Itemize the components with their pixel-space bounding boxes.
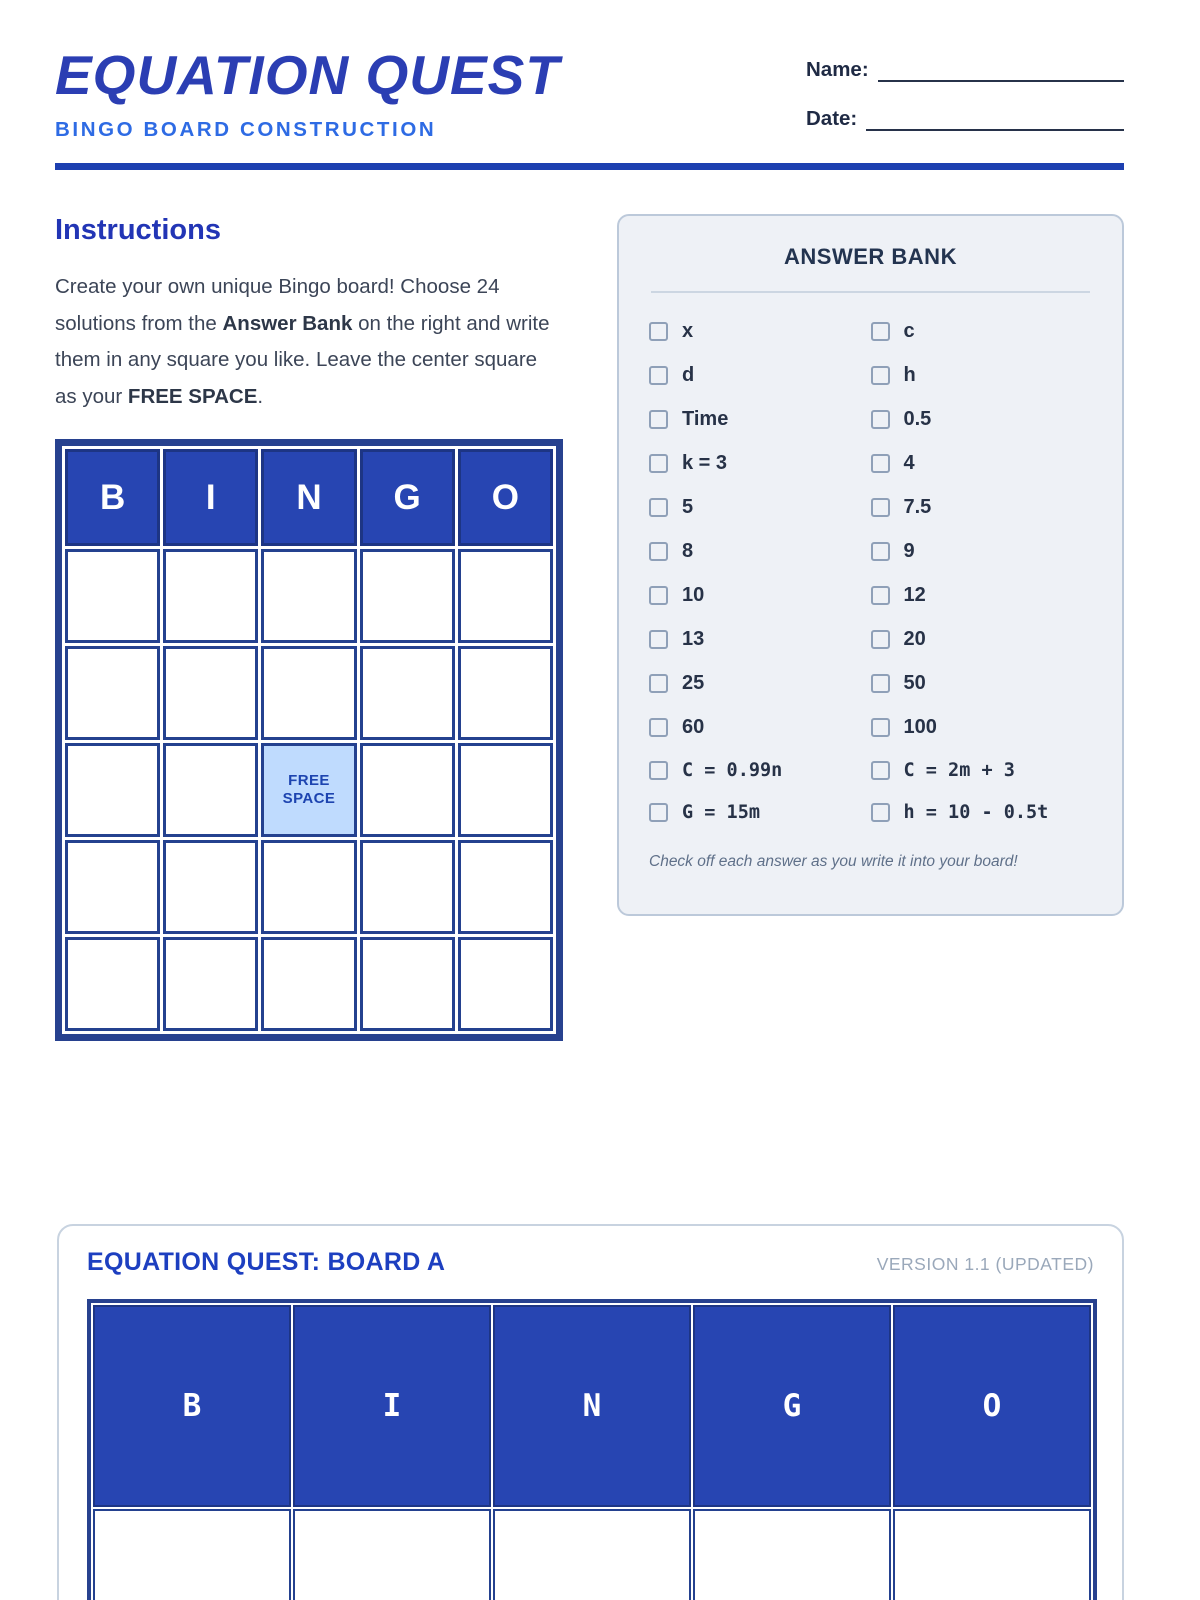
bingo-cell: [458, 840, 553, 934]
checkbox-icon[interactable]: [649, 718, 668, 737]
checkbox-icon[interactable]: [871, 586, 890, 605]
checkbox-icon[interactable]: [649, 674, 668, 693]
left-column: [55, 214, 563, 1041]
bingo-cell: [261, 937, 356, 1031]
answer-item: [649, 496, 871, 519]
checkbox-icon[interactable]: [871, 322, 890, 341]
answer-label: 9: [903, 540, 915, 562]
instructions-paragraph: [55, 269, 560, 415]
free-space-line1: FREE: [288, 772, 330, 789]
bingo-cell: [360, 937, 455, 1031]
checkbox-icon[interactable]: [649, 542, 668, 561]
bingo-cell: [65, 743, 160, 837]
bingo-cell: [261, 549, 356, 643]
board-a-row: [93, 1509, 1091, 1600]
answer-row: [649, 760, 1092, 781]
bingo-header-cell-o: O: [458, 449, 553, 546]
answer-label: G = 15m: [682, 802, 760, 823]
answer-item: [871, 672, 1093, 695]
board-a-cell: [293, 1509, 491, 1600]
bingo-row: [65, 646, 553, 740]
bingo-cell: [458, 937, 553, 1031]
bingo-cell: [360, 840, 455, 934]
checkbox-icon[interactable]: [871, 542, 890, 561]
checkbox-icon[interactable]: [871, 630, 890, 649]
bingo-row: [65, 743, 553, 837]
answer-label: 20: [903, 628, 926, 650]
checkbox-icon[interactable]: [871, 366, 890, 385]
answer-bank-divider: [651, 291, 1090, 293]
board-a-title: EQUATION QUEST: BOARD A: [87, 1248, 446, 1276]
answer-row: [649, 320, 1092, 343]
bingo-cell: [65, 549, 160, 643]
answer-item: [871, 452, 1093, 475]
answer-row: [649, 540, 1092, 563]
bingo-cell: [360, 646, 455, 740]
bingo-header-cell-g: G: [360, 449, 455, 546]
board-a-header-row: [93, 1305, 1091, 1507]
date-row: [806, 107, 1124, 131]
checkbox-icon[interactable]: [649, 498, 668, 517]
answer-label: 4: [903, 452, 915, 474]
bingo-cell: [65, 840, 160, 934]
instructions-text-1: Create your own unique Bingo board! Choose 24 solutions from the: [55, 275, 500, 335]
bingo-cell: [163, 549, 258, 643]
board-a-grid: [87, 1299, 1097, 1600]
answer-item: [871, 364, 1093, 387]
name-row: [806, 58, 1124, 82]
bingo-cell: [458, 743, 553, 837]
board-a-header-cell-g: G: [693, 1305, 891, 1507]
answer-label: 13: [682, 628, 705, 650]
answer-item: [649, 584, 871, 607]
date-line: [866, 110, 1124, 131]
answer-item: [649, 716, 871, 739]
checkbox-icon[interactable]: [871, 761, 890, 780]
answer-label: h: [903, 364, 916, 386]
board-a-cell: [893, 1509, 1091, 1600]
board-a-cell: [493, 1509, 691, 1600]
answer-item: [871, 408, 1093, 431]
answer-row: [649, 716, 1092, 739]
answer-item: [871, 716, 1093, 739]
answer-label: Time: [682, 408, 729, 430]
answer-label: 5: [682, 496, 694, 518]
checkbox-icon[interactable]: [871, 674, 890, 693]
answer-label: 0.5: [903, 408, 932, 430]
free-space-label: [264, 772, 353, 808]
bingo-cell: [163, 840, 258, 934]
answer-label: x: [682, 320, 694, 342]
bingo-header-cell-n: N: [261, 449, 356, 546]
bingo-board: [55, 439, 563, 1041]
bingo-cell: [65, 937, 160, 1031]
answer-label: 8: [682, 540, 694, 562]
answer-item: [649, 802, 871, 823]
answer-item: [649, 672, 871, 695]
answer-label: d: [682, 364, 695, 386]
answer-label: c: [903, 320, 915, 342]
checkbox-icon[interactable]: [871, 498, 890, 517]
checkbox-icon[interactable]: [871, 454, 890, 473]
answer-row: [649, 802, 1092, 823]
answer-label: 25: [682, 672, 705, 694]
answer-label: 50: [903, 672, 926, 694]
answer-item: [871, 802, 1093, 823]
bingo-cell: [360, 743, 455, 837]
bingo-cell: [458, 549, 553, 643]
free-space-line2: SPACE: [282, 790, 336, 807]
answer-item: [871, 320, 1093, 343]
answer-item: [871, 496, 1093, 519]
answer-item: [649, 452, 871, 475]
checkbox-icon[interactable]: [649, 454, 668, 473]
name-line: [878, 61, 1124, 82]
answer-item: [649, 364, 871, 387]
answer-item: [649, 760, 871, 781]
bingo-cell: [261, 646, 356, 740]
answer-row: [649, 408, 1092, 431]
checkbox-icon[interactable]: [649, 761, 668, 780]
board-a-cell: [93, 1509, 291, 1600]
board-a-cell: [693, 1509, 891, 1600]
instructions-bold-free-space: FREE SPACE: [127, 384, 258, 408]
bingo-cell: [163, 937, 258, 1031]
bingo-cell: [360, 549, 455, 643]
checkbox-icon[interactable]: [649, 366, 668, 385]
answer-label: 100: [903, 716, 937, 738]
bingo-cell: [163, 646, 258, 740]
checkbox-icon[interactable]: [871, 803, 890, 822]
answer-item: [871, 760, 1093, 781]
version-label: VERSION 1.1 (UPDATED): [876, 1254, 1094, 1274]
answer-label: k = 3: [682, 452, 728, 474]
bingo-row: [65, 840, 553, 934]
answer-row: [649, 364, 1092, 387]
header-divider: [55, 163, 1124, 170]
bingo-row: [65, 937, 553, 1031]
board-a-header-cell-i: I: [293, 1305, 491, 1507]
checkbox-icon[interactable]: [649, 586, 668, 605]
answer-label: h = 10 - 0.5t: [903, 802, 1049, 823]
answer-item: [649, 408, 871, 431]
answer-item: [871, 628, 1093, 651]
bingo-row: [65, 549, 553, 643]
title-block: [55, 44, 560, 142]
checkbox-icon[interactable]: [871, 410, 890, 429]
name-date-block: [806, 48, 1124, 131]
answer-label: C = 2m + 3: [903, 760, 1015, 781]
answer-label: 12: [903, 584, 926, 606]
checkbox-icon[interactable]: [871, 718, 890, 737]
instructions-text-2: on the right and write them in any square you like. Leave the center square as your: [55, 311, 550, 408]
bingo-cell: [458, 646, 553, 740]
instructions-bold-answer-bank: Answer Bank: [222, 311, 353, 335]
answer-item: [649, 320, 871, 343]
board-a-header-cell-b: B: [93, 1305, 291, 1507]
answer-row: [649, 628, 1092, 651]
answer-bank-footer: Check off each answer as you write it into your board!: [649, 853, 1018, 870]
board-a-header-cell-n: N: [493, 1305, 691, 1507]
app-subtitle: BINGO BOARD CONSTRUCTION: [55, 118, 437, 141]
bingo-header-cell-i: I: [163, 449, 258, 546]
answer-row: [649, 452, 1092, 475]
instructions-heading: Instructions: [55, 214, 221, 246]
bingo-cell: [163, 743, 258, 837]
main-content: [55, 214, 1124, 1041]
answer-item: [871, 540, 1093, 563]
free-space-cell: [261, 743, 356, 837]
answer-label: 7.5: [903, 496, 932, 518]
answer-item: [649, 540, 871, 563]
answer-bank-panel: [617, 214, 1124, 916]
checkbox-icon[interactable]: [649, 322, 668, 341]
date-label: Date:: [806, 107, 858, 130]
answer-label: 60: [682, 716, 705, 738]
checkbox-icon[interactable]: [649, 803, 668, 822]
board-a-header-cell-o: O: [893, 1305, 1091, 1507]
instructions-text-3: .: [257, 384, 264, 408]
answer-bank-title: ANSWER BANK: [784, 244, 957, 269]
answer-item: [871, 584, 1093, 607]
checkbox-icon[interactable]: [649, 410, 668, 429]
bingo-header-cell-b: B: [65, 449, 160, 546]
app-title: EQUATION QUEST: [55, 44, 560, 106]
page-header: [55, 44, 1124, 142]
bingo-cell: [65, 646, 160, 740]
answer-label: 10: [682, 584, 705, 606]
answer-row: [649, 584, 1092, 607]
board-a-panel: [57, 1224, 1124, 1600]
answer-item: [649, 628, 871, 651]
answer-row: [649, 672, 1092, 695]
answer-row: [649, 496, 1092, 519]
checkbox-icon[interactable]: [649, 630, 668, 649]
bingo-header-row: [65, 449, 553, 546]
answer-label: C = 0.99n: [682, 760, 783, 781]
name-label: Name:: [806, 58, 869, 81]
bingo-cell: [261, 840, 356, 934]
board-a-header: [87, 1248, 1094, 1277]
